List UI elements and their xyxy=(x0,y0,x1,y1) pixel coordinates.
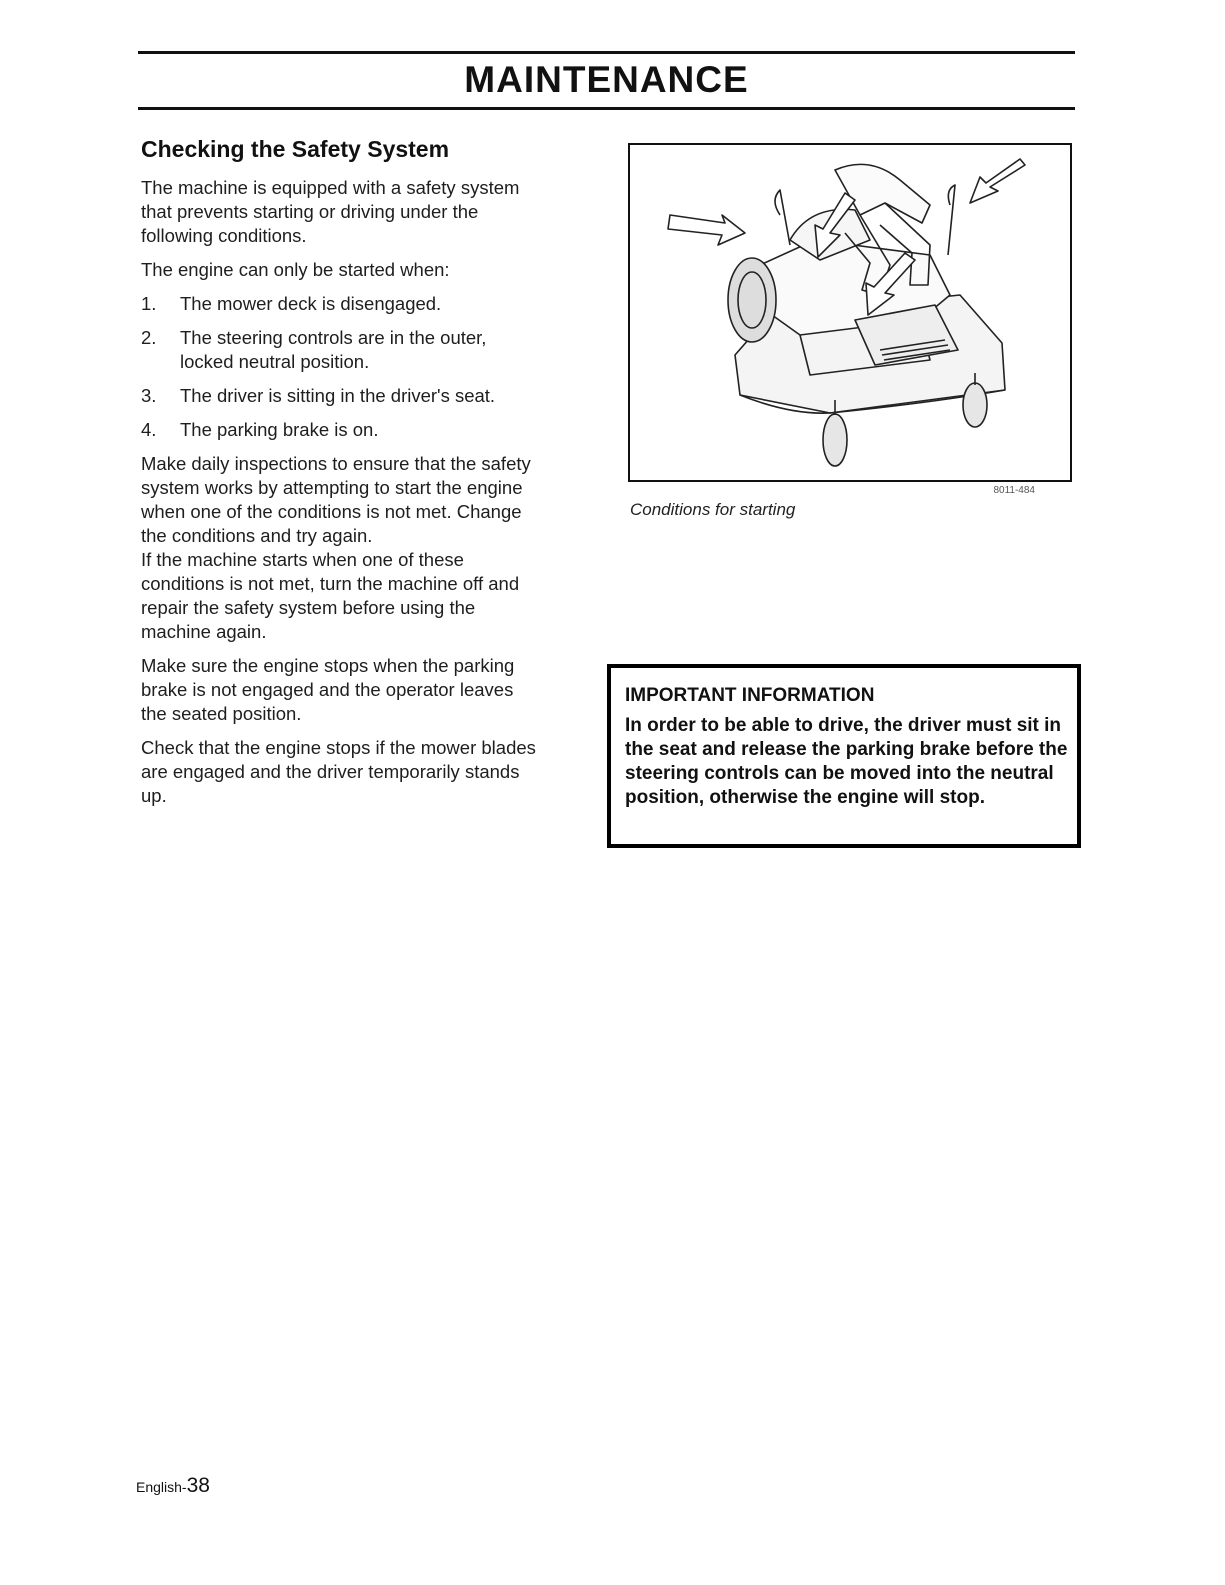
list-item xyxy=(141,418,541,442)
list-item xyxy=(141,292,541,316)
mower-drawing xyxy=(630,145,1070,480)
list-item-number: 1. xyxy=(141,293,157,314)
header-rule-top xyxy=(138,51,1075,54)
figure-code: 8011-484 xyxy=(993,485,1035,496)
footer-page-number: 38 xyxy=(186,1474,210,1497)
important-info-box xyxy=(607,664,1081,848)
list-item-text: The parking brake is on. xyxy=(180,419,379,440)
parking-paragraph: Make sure the engine stops when the parking brake is not engaged and the operator leaves the seated position. xyxy=(141,655,515,724)
list-item-number: 2. xyxy=(141,327,157,348)
info-body: In order to be able to drive, the driver must sit in the seat and release the parking brake before the steering controls can be moved into the neutral position, otherwise the engine will stop. xyxy=(625,715,1068,808)
list-item xyxy=(141,384,541,408)
repair-paragraph: If the machine starts when one of these conditions is not met, turn the machine off and repair the safety system before using the machine again. xyxy=(141,549,520,642)
footer-language: English- xyxy=(136,1479,187,1495)
list-item-number: 4. xyxy=(141,419,157,440)
lead-paragraph: The engine can only be started when: xyxy=(141,259,450,280)
info-title: IMPORTANT INFORMATION xyxy=(625,685,875,706)
list-item-text: The mower deck is disengaged. xyxy=(180,293,442,314)
list-item-number: 3. xyxy=(141,385,157,406)
list-item-text: The steering controls are in the outer, locked neutral position. xyxy=(180,327,487,372)
left-column xyxy=(141,134,541,818)
conditions-list xyxy=(141,292,541,442)
list-item xyxy=(141,326,541,374)
figure-caption: Conditions for starting xyxy=(630,500,796,519)
mower-illustration xyxy=(628,143,1072,482)
section-heading: Checking the Safety System xyxy=(141,136,450,162)
list-item-text: The driver is sitting in the driver's seat. xyxy=(180,385,496,406)
blades-paragraph: Check that the engine stops if the mower blades are engaged and the driver temporarily stands up. xyxy=(141,737,536,806)
page-footer xyxy=(136,1474,210,1498)
header-rule-bottom xyxy=(138,107,1075,110)
intro-paragraph: The machine is equipped with a safety system that prevents starting or driving under the following conditions. xyxy=(141,177,520,246)
inspect-paragraph: Make daily inspections to ensure that the safety system works by attempting to start the engine when one of the conditions is not met. Change the conditions and try again. xyxy=(141,453,531,546)
page-title: MAINTENANCE xyxy=(464,59,749,100)
